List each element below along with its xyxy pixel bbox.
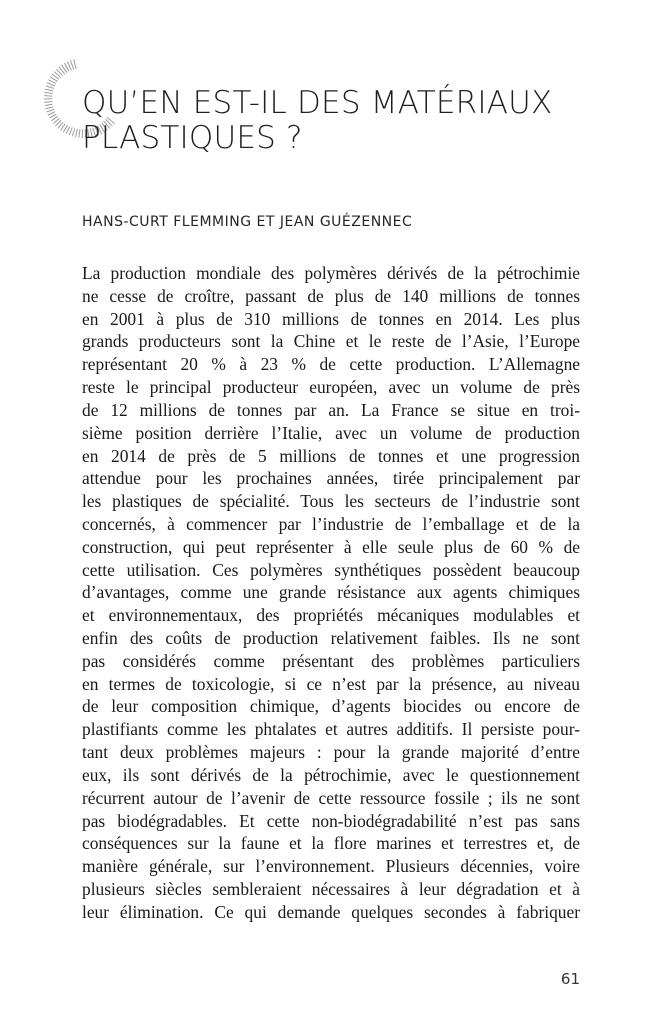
body-text-line: en 2014 de près de 5 millions de tonnes et une progression	[82, 445, 580, 466]
body-text-line: pas considérés comme présentant des problèmes particuliers	[82, 650, 580, 671]
body-text-line: enfin des coûts de production relativement faibles. Ils ne sont	[82, 628, 580, 648]
body-text-line: manière générale, sur l’environnement. Plusieurs décennies, voire	[82, 856, 580, 877]
body-text-line: les plastiques de spécialité. Tous les secteurs de l’industrie sont	[82, 491, 580, 512]
chapter-title-line: QU’EN EST-IL DES MATÉRIAUX	[82, 85, 553, 121]
body-text-line: représentant 20 % à 23 % de cette production. L’Allemagne	[82, 354, 580, 375]
body-text-line: cette utilisation. Ces polymères synthétiques possèdent beaucoup	[82, 559, 580, 580]
body-text-line: La production mondiale des polymères dérivés de la pétrochimie	[82, 263, 580, 283]
body-text-line: sième position derrière l’Italie, avec un volume de production	[82, 422, 580, 443]
body-text-line: d’avantages, comme une grande résistance aux agents chimiques	[82, 582, 580, 603]
body-text-line: pas biodégradables. Et cette non-biodégradabilité n’est pas sans	[82, 810, 580, 831]
body-text-line: plastifiants comme les phtalates et autres additifs. Il persiste pour-	[82, 719, 580, 740]
body-text-line: construction, qui peut représenter à elle seule plus de 60 % de	[82, 536, 580, 557]
body-text-line: plusieurs siècles sembleraient nécessaires à leur dégradation et à	[82, 878, 580, 899]
body-text-line: de 12 millions de tonnes par an. La France se situe en troi-	[82, 399, 580, 420]
body-text-line: en termes de toxicologie, si ce n’est par la présence, au niveau	[82, 673, 580, 694]
chapter-authors: HANS-CURT FLEMMING ET JEAN GUÉZENNEC	[82, 214, 413, 230]
body-text-line: ne cesse de croître, passant de plus de 140 millions de tonnes	[82, 285, 580, 306]
chapter-title	[82, 86, 622, 156]
body-text-line: en 2001 à plus de 310 millions de tonnes en 2014. Les plus	[82, 308, 580, 329]
body-text-line: attendue pour les prochaines années, tirée principalement par	[82, 468, 580, 489]
body-text-line: récurrent autour de l’avenir de cette ressource fossile ; ils ne sont	[82, 787, 580, 808]
body-text-line: eux, ils sont dérivés de la pétrochimie, avec le questionnement	[82, 764, 580, 785]
body-text-line: de leur composition chimique, d’agents biocides ou encore de	[82, 696, 580, 717]
body-text-line: leur élimination. Ce qui demande quelques secondes à fabriquer	[82, 901, 580, 922]
body-text	[82, 262, 580, 924]
body-text-line: tant deux problèmes majeurs : pour la grande majorité d’entre	[82, 742, 580, 763]
chapter-title-line: PLASTIQUES ?	[82, 120, 303, 156]
body-text-line: conséquences sur la faune et la flore marines et terrestres et, de	[82, 833, 580, 854]
body-text-line: concernés, à commencer par l’industrie de l’emballage et de la	[82, 513, 580, 534]
body-text-line: reste le principal producteur européen, avec un volume de près	[82, 377, 580, 398]
page-number: 61	[560, 970, 580, 988]
body-text-line: grands producteurs sont la Chine et le reste de l’Asie, l’Europe	[82, 331, 580, 352]
body-text-line: et environnementaux, des propriétés mécaniques modulables et	[82, 605, 580, 626]
